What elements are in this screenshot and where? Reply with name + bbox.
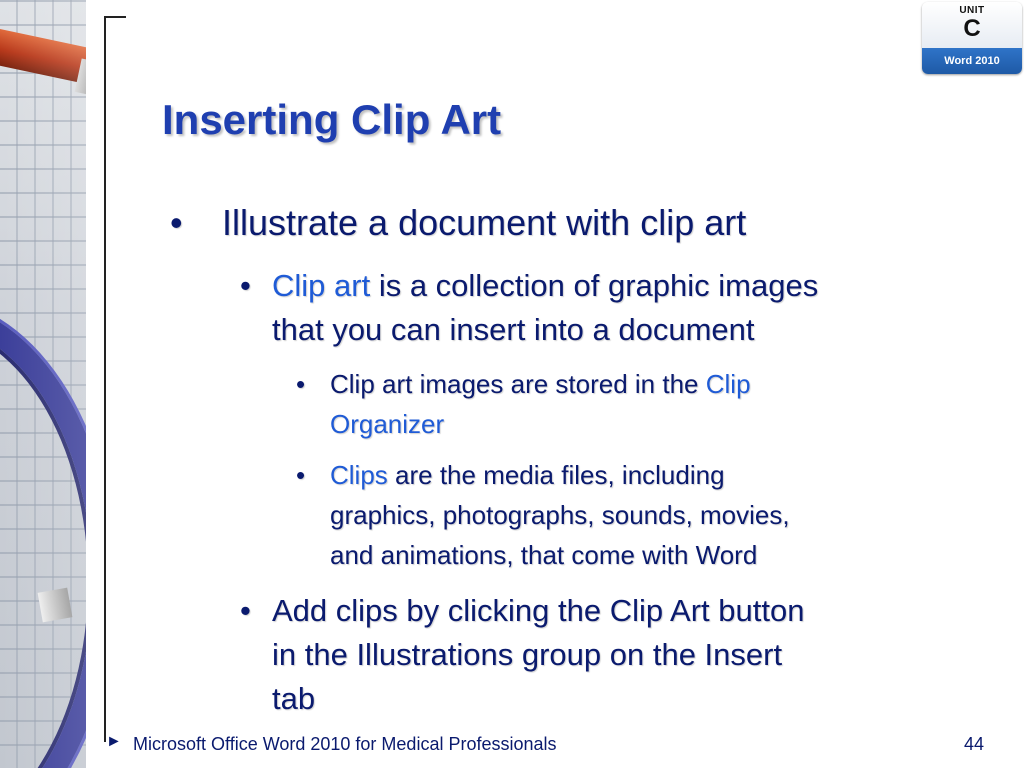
slide-page-number: 44 <box>964 734 985 754</box>
bullet-icon: • <box>296 369 306 399</box>
bullet-text-line2: in the Illustrations group on the Insert <box>272 637 783 672</box>
corner-bracket-top <box>104 16 126 18</box>
bullet-icon: • <box>240 268 251 303</box>
badge-unit-label: UNIT <box>959 5 985 16</box>
badge-product-label: Word 2010 <box>922 48 1022 74</box>
bullet-text-line1: Add clips by clicking the Clip Art button <box>272 593 805 628</box>
term-clips: Clips <box>330 460 388 490</box>
corner-bracket-side <box>104 16 106 742</box>
badge-unit-letter: C <box>963 15 981 42</box>
bullet-icon: • <box>170 202 183 243</box>
term-clip-organizer-part2: Organizer <box>330 409 445 439</box>
bullet-text-line1: Clip art images are stored in the <box>330 369 706 399</box>
bullet-icon: • <box>240 593 251 628</box>
unit-badge <box>922 2 1022 74</box>
bullet-text-line3: tab <box>272 681 316 716</box>
footer-arrow-icon: ► <box>106 733 122 750</box>
bullet-text-line1: are the media files, including <box>387 460 725 490</box>
bullet-text-line2: that you can insert into a document <box>272 312 755 347</box>
slide-title: Inserting Clip Art <box>162 96 502 143</box>
bullet-icon: • <box>296 460 306 490</box>
decorative-photo-strip <box>0 0 86 768</box>
bullet-text-line1: is a collection of graphic images <box>370 268 819 303</box>
term-clip-art: Clip art <box>272 268 371 303</box>
bullet-text-line3: and animations, that come with Word <box>330 540 758 570</box>
term-clip-organizer-part1: Clip <box>705 369 751 399</box>
footer-course-title: Microsoft Office Word 2010 for Medical Professionals <box>133 734 557 754</box>
bullet-text: Illustrate a document with clip art <box>222 202 747 243</box>
bullet-text-line2: graphics, photographs, sounds, movies, <box>330 500 790 530</box>
